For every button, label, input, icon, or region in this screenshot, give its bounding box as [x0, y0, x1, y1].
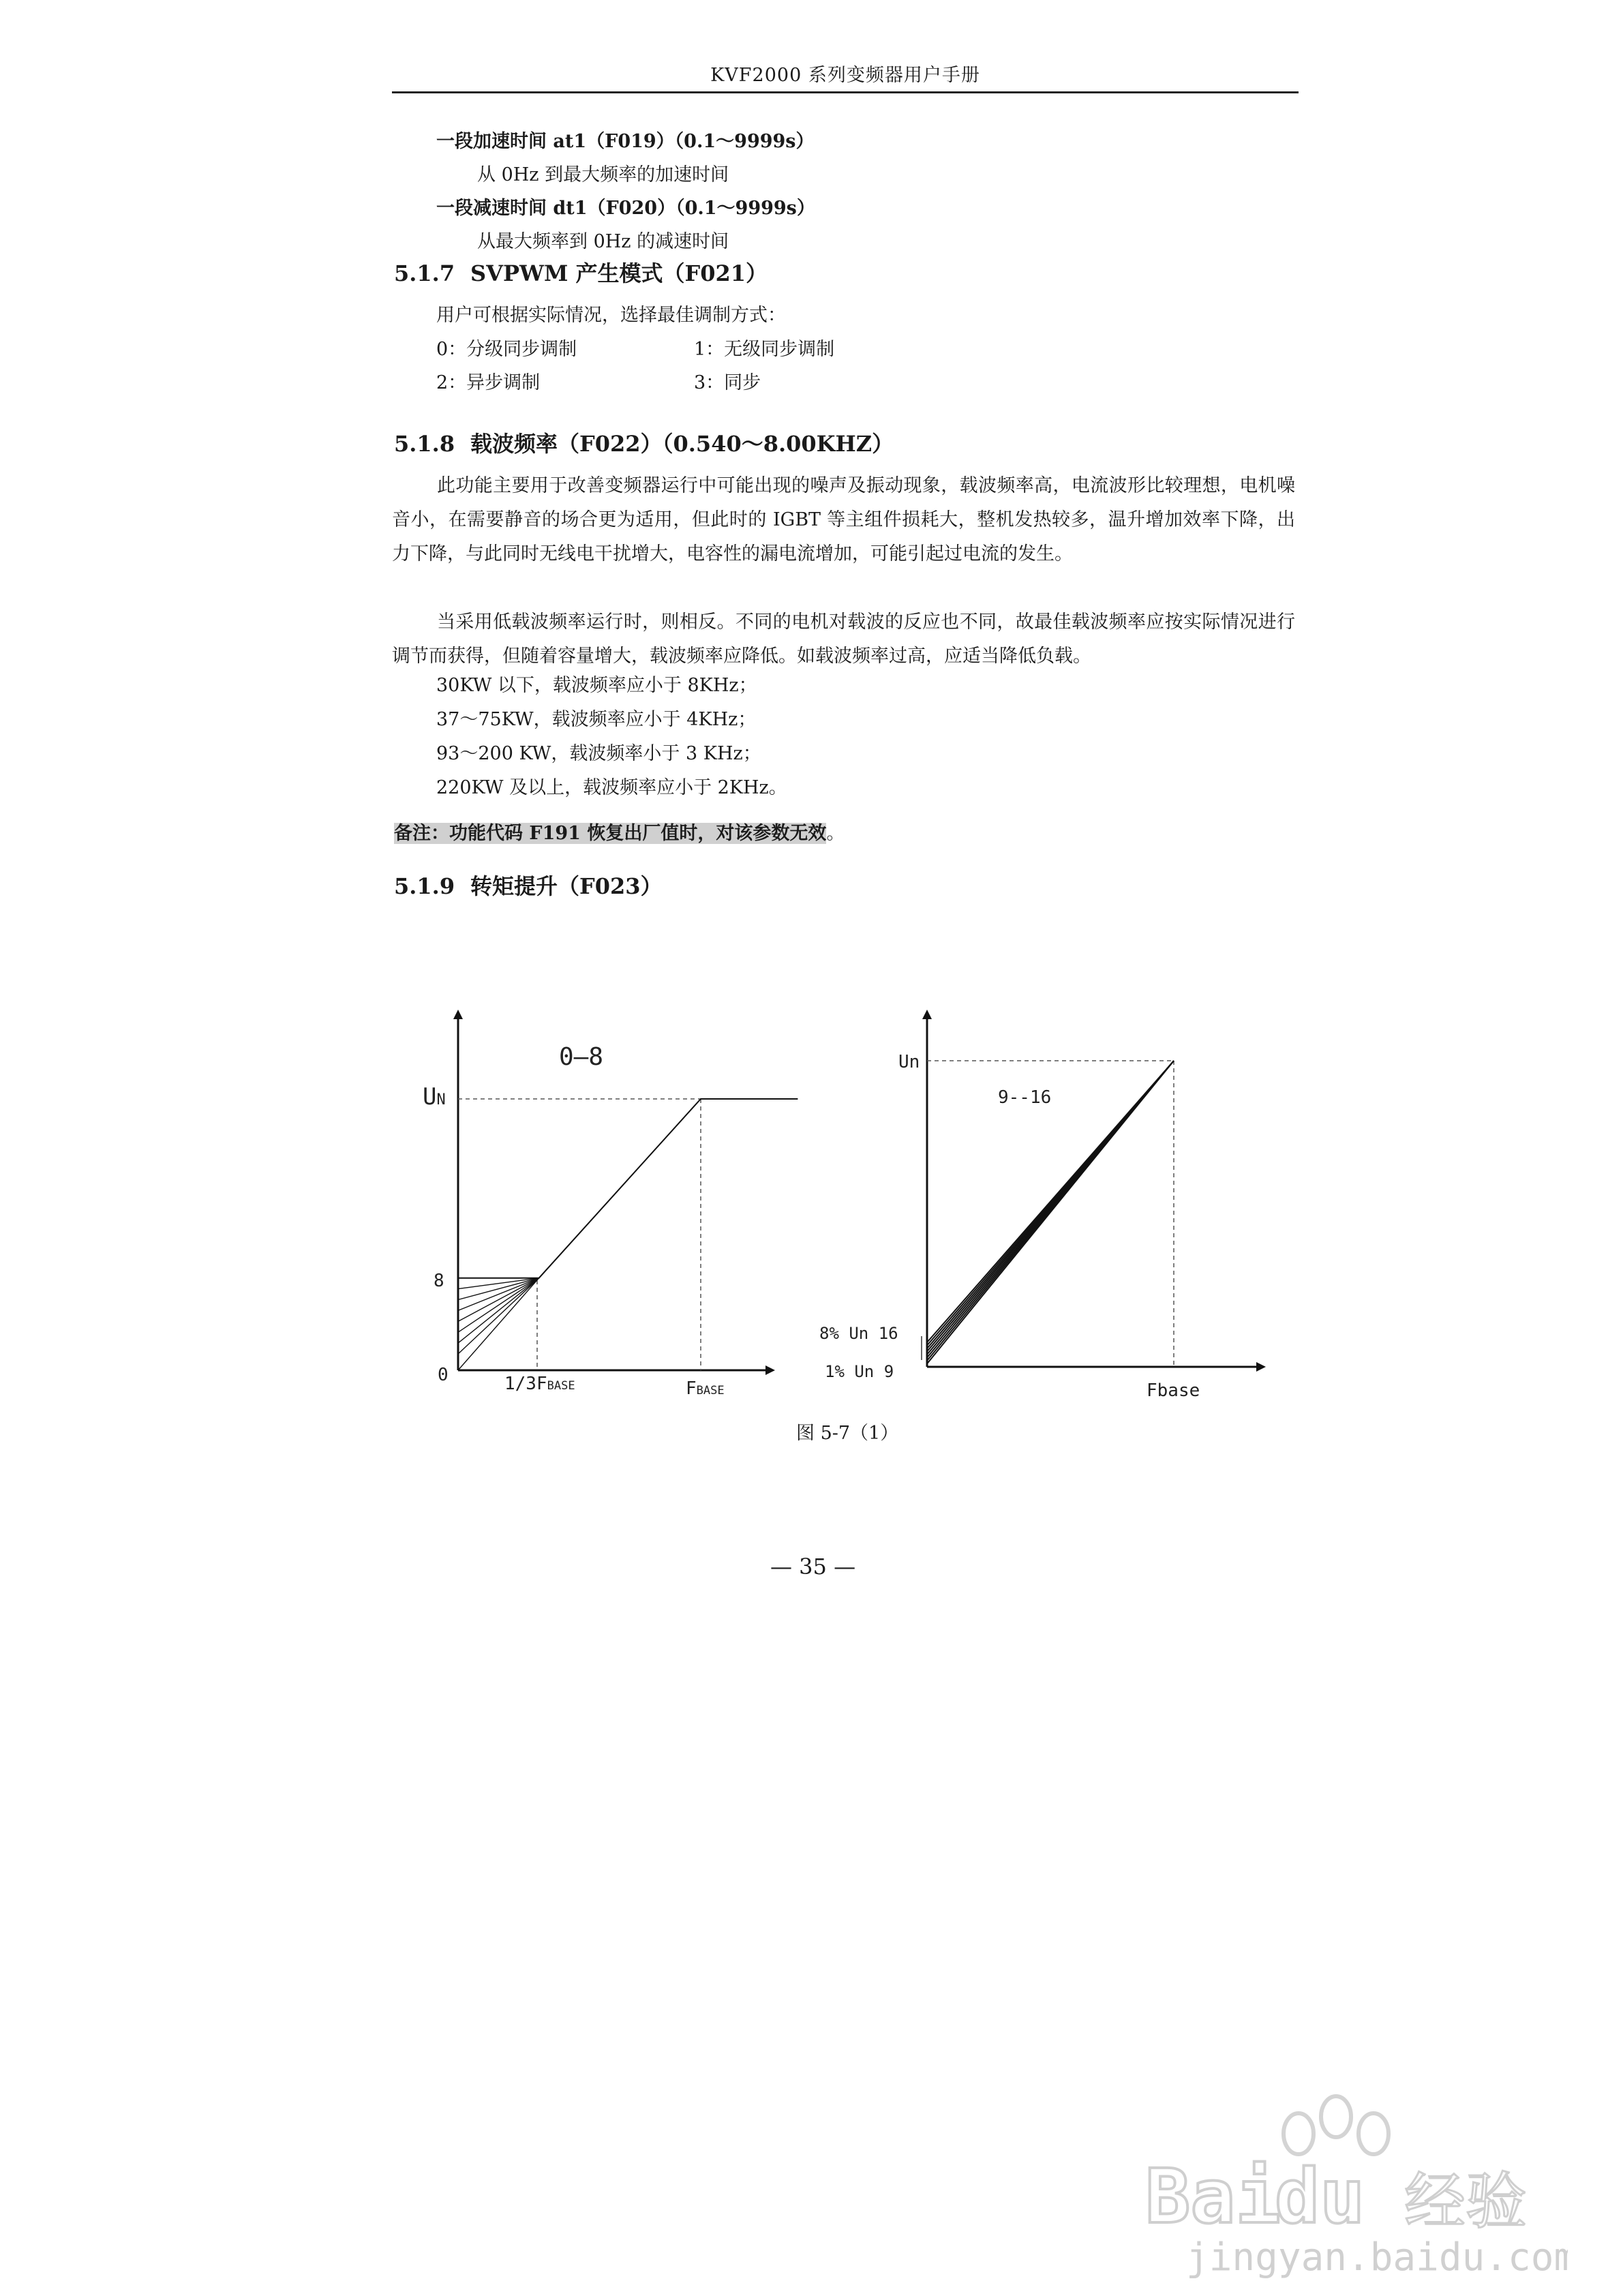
accel-title: 一段加速时间 at1（F019）（0.1～9999s）	[436, 131, 815, 152]
un-label-sub: N	[436, 1091, 446, 1108]
section-5-1-7-number: 5.1.7	[394, 260, 455, 286]
carrier-list-item: 37～75KW，载波频率应小于 4KHz；	[436, 709, 757, 730]
header-rule	[392, 91, 1299, 93]
un-label-main: U	[423, 1083, 437, 1111]
watermark-url: jingyan.baidu.com	[1186, 2235, 1568, 2280]
decel-title: 一段减速时间 dt1（F020）（0.1～9999s）	[436, 198, 815, 219]
figure-caption: 图 5-7（1）	[796, 1423, 899, 1444]
right-range-label: 9--16	[998, 1087, 1052, 1108]
series-line-16	[927, 1061, 1174, 1342]
watermark-brand: Bai	[1145, 2153, 1281, 2240]
carrier-paragraph-1: 此功能主要用于改善变频器运行中可能出现的噪声及振动现象，载波频率高，电流波形比较理想，电机噪音小，在需要静音的场合更为适用，但此时的 IGBT 等主组件损耗大，整机发热较多，温升增加效率下降，出力下降，与此同时无线电干扰增大，电容性的漏电流增加，可能引起过电流的发生。	[392, 475, 1295, 564]
right-curve-group	[927, 1061, 1174, 1364]
carrier-list-item: 30KW 以下，载波频率应小于 8KHz；	[436, 675, 757, 696]
series-line-14	[927, 1061, 1174, 1348]
section-5-1-9-title: 转矩提升（F023）	[470, 873, 663, 899]
mode-option: 3：同步	[694, 372, 761, 393]
right-y-tick-1pct: 1% Un 9	[825, 1362, 894, 1381]
right-fbase-label: Fbase	[1147, 1380, 1200, 1401]
series-line-15	[927, 1061, 1174, 1346]
right-un-label: Un	[898, 1052, 920, 1072]
carrier-list-item: 93～200 KW，载波频率小于 3 KHz；	[436, 743, 761, 764]
third-fbase-label	[504, 1374, 575, 1394]
series-line-curve-8	[458, 1278, 539, 1370]
note-highlight: 备注：功能代码 F191 恢复出厂值时，对该参数无效	[394, 823, 827, 844]
watermark-brand-2: du	[1275, 2153, 1365, 2240]
series-line-curve-7	[458, 1278, 539, 1354]
baidu-watermark	[1132, 2086, 1568, 2284]
note-end: 。	[826, 823, 845, 844]
right-y-tick-8pct: 8% Un 16	[819, 1324, 898, 1343]
right-chart	[819, 1014, 1261, 1401]
fbase-main: F	[686, 1378, 697, 1399]
series-line-curve-2	[458, 1278, 539, 1300]
left-y-tick-8: 8	[434, 1271, 444, 1291]
series-line-curve-6	[458, 1278, 539, 1344]
un-label	[423, 1083, 446, 1111]
series-line-9	[927, 1061, 1174, 1364]
carrier-list-item: 220KW 及以上，载波频率应小于 2KHz。	[436, 777, 787, 798]
third-fbase-sub: BASE	[547, 1379, 575, 1393]
section-5-1-8-title: 载波频率（F022）（0.540～8.00KHZ）	[470, 431, 894, 457]
series-line-curve-4	[458, 1278, 539, 1322]
mode-option: 1：无级同步调制	[694, 339, 835, 360]
series-line-curve-3	[458, 1278, 539, 1311]
series-line-12	[927, 1061, 1174, 1355]
running-header: KVF2000 系列变频器用户手册	[710, 65, 980, 86]
watermark-suffix: 经验	[1404, 2166, 1527, 2237]
accel-desc: 从 0Hz 到最大频率的加速时间	[477, 164, 729, 185]
page-number: — 35 —	[770, 1554, 856, 1580]
decel-desc: 从最大频率到 0Hz 的减速时间	[477, 231, 729, 252]
baidu-paw-logo	[1132, 2086, 1568, 2284]
series-line-boost	[458, 1099, 798, 1278]
fbase-sub: BASE	[696, 1384, 725, 1398]
left-curve-group	[458, 1099, 798, 1370]
mode-option: 0：分级同步调制	[436, 339, 577, 360]
section-5-1-7-intro: 用户可根据实际情况，选择最佳调制方式：	[436, 305, 786, 326]
series-line-curve-1	[458, 1278, 539, 1289]
section-5-1-8-number: 5.1.8	[394, 431, 455, 457]
left-range-label: 0—8	[559, 1043, 604, 1071]
section-5-1-9-number: 5.1.9	[394, 873, 455, 899]
mode-option: 2：异步调制	[436, 372, 541, 393]
section-5-1-7-title: SVPWM 产生模式（F021）	[470, 260, 768, 286]
series-line-11	[927, 1061, 1174, 1358]
series-line-10	[927, 1061, 1174, 1361]
series-line-curve-5	[458, 1278, 539, 1333]
fbase-label	[686, 1378, 725, 1399]
note-line	[394, 821, 845, 846]
third-fbase-main: 1/3F	[504, 1374, 547, 1394]
series-line-13	[927, 1061, 1174, 1352]
left-origin-label: 0	[438, 1365, 449, 1385]
carrier-paragraph-2: 当采用低载波频率运行时，则相反。不同的电机对载波的反应也不同，故最佳载波频率应按实际情况进行调节而获得，但随着容量增大，载波频率应降低。如载波频率过高，应适当降低负载。	[392, 611, 1295, 667]
left-chart	[423, 1014, 798, 1399]
